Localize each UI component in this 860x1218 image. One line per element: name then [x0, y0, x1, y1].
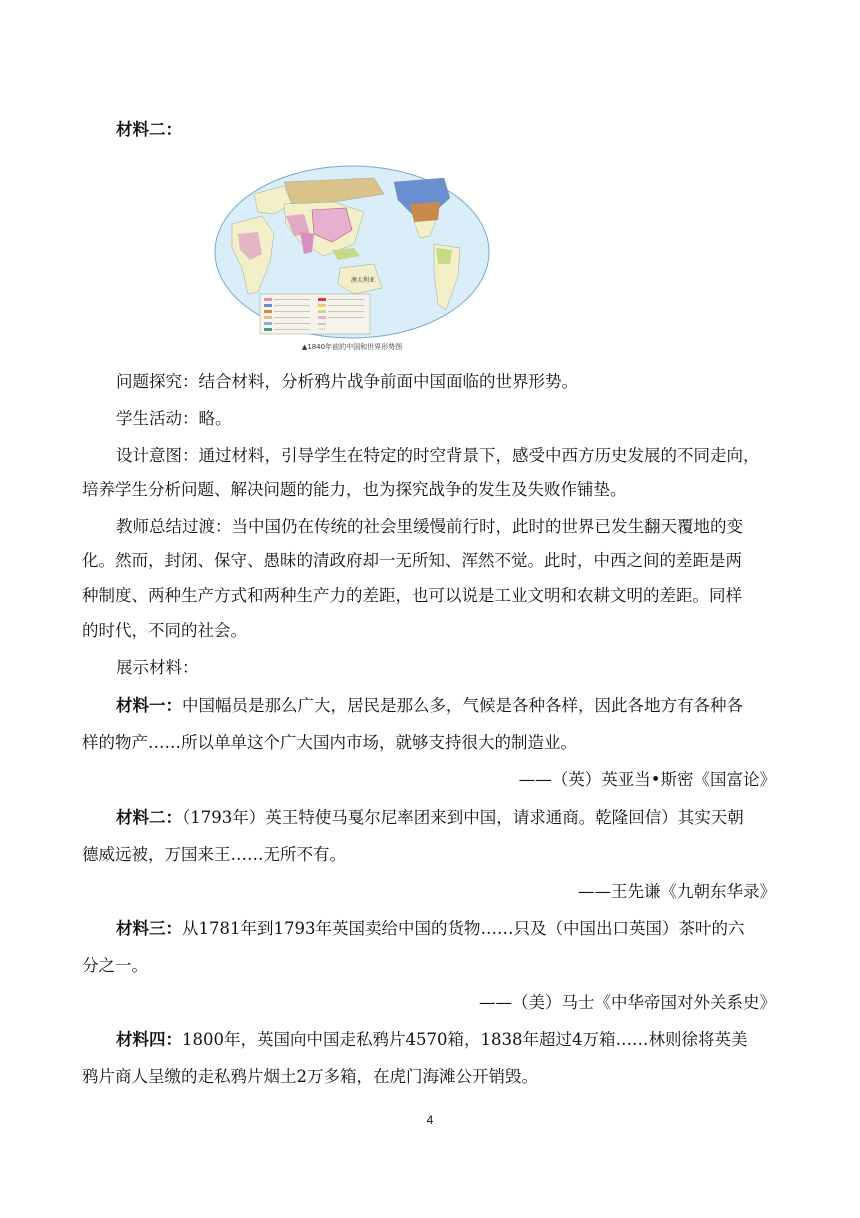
teacher-summary-line-3: 种制度、两种生产方式和两种生产力的差距，也可以说是工业文明和农耕文明的差距。同样: [82, 586, 742, 605]
map-caption: ▲1840年前的中国和世界形势图: [301, 343, 403, 351]
student-activity-line: 学生活动：略。: [116, 409, 232, 428]
material2-text-1: （1793年）英王特使马戛尔尼率团来到中国，请求通商。乾隆回信）其实天朝: [182, 808, 744, 827]
material3-text-1: 从1781年到1793年英国卖给中国的货物……只及（中国出口英国）茶叶的六: [182, 919, 745, 938]
question-line: 问题探究：结合材料，分析鸦片战争前面中国面临的世界形势。: [116, 372, 578, 391]
show-materials-label: 展示材料：: [116, 658, 199, 677]
design-intent-line-1: 设计意图：通过材料，引导学生在特定的时空背景下，感受中西方历史发展的不同走向，: [116, 446, 760, 465]
design-intent-line-2: 培养学生分析问题、解决问题的能力，也为探究战争的发生及失败作铺垫。: [82, 480, 627, 499]
map-legend: [260, 294, 370, 334]
material4-label: 材料四：: [116, 1030, 182, 1049]
material1-label: 材料一：: [116, 696, 182, 715]
material3-label: 材料三：: [116, 919, 182, 938]
material3-line-1: [116, 917, 816, 941]
material1-source: ——（英）英亚当•斯密《国富论》: [518, 770, 776, 789]
material1-line-2: 样的物产……所以单单这个广大国内市场，就够支持很大的制造业。: [82, 733, 577, 752]
material2-line-2: 德威远被，万国来王……无所不有。: [82, 845, 346, 864]
material2-label: 材料二：: [116, 808, 182, 827]
world-map-image: [214, 164, 490, 340]
material4-line-1: [116, 1028, 816, 1052]
material4-line-2: 鸦片商人呈缴的走私鸦片烟土2万多箱，在虎门海滩公开销毁。: [82, 1067, 538, 1086]
material2-map-heading: 材料二：: [116, 120, 182, 139]
map-label-australia: 澳大利亚: [351, 277, 376, 284]
material1-text-1: 中国幅员是那么广大，居民是那么多，气候是各种各样，因此各地方有各种各: [182, 696, 743, 715]
material3-source: ——（美）马士《中华帝国对外关系史》: [479, 993, 776, 1012]
world-map-figure: [214, 164, 490, 356]
teacher-summary-line-4: 的时代，不同的社会。: [82, 621, 247, 640]
material2-source: ——王先谦《九朝东华录》: [578, 882, 776, 901]
page-number: 4: [426, 1113, 434, 1127]
material3-line-2: 分之一。: [82, 956, 148, 975]
material2-line-1: [116, 806, 816, 830]
material4-text-1: 1800年，英国向中国走私鸦片4570箱，1838年超过4万箱……林则徐将英美: [182, 1030, 748, 1049]
teacher-summary-line-1: 教师总结过渡：当中国仍在传统的社会里缓慢前行时，此时的世界已发生翻天覆地的变: [116, 517, 743, 536]
material1-line-1: [116, 694, 816, 718]
teacher-summary-line-2: 化。然而，封闭、保守、愚昧的清政府却一无所知、浑然不觉。此时，中西之间的差距是两: [82, 551, 742, 570]
